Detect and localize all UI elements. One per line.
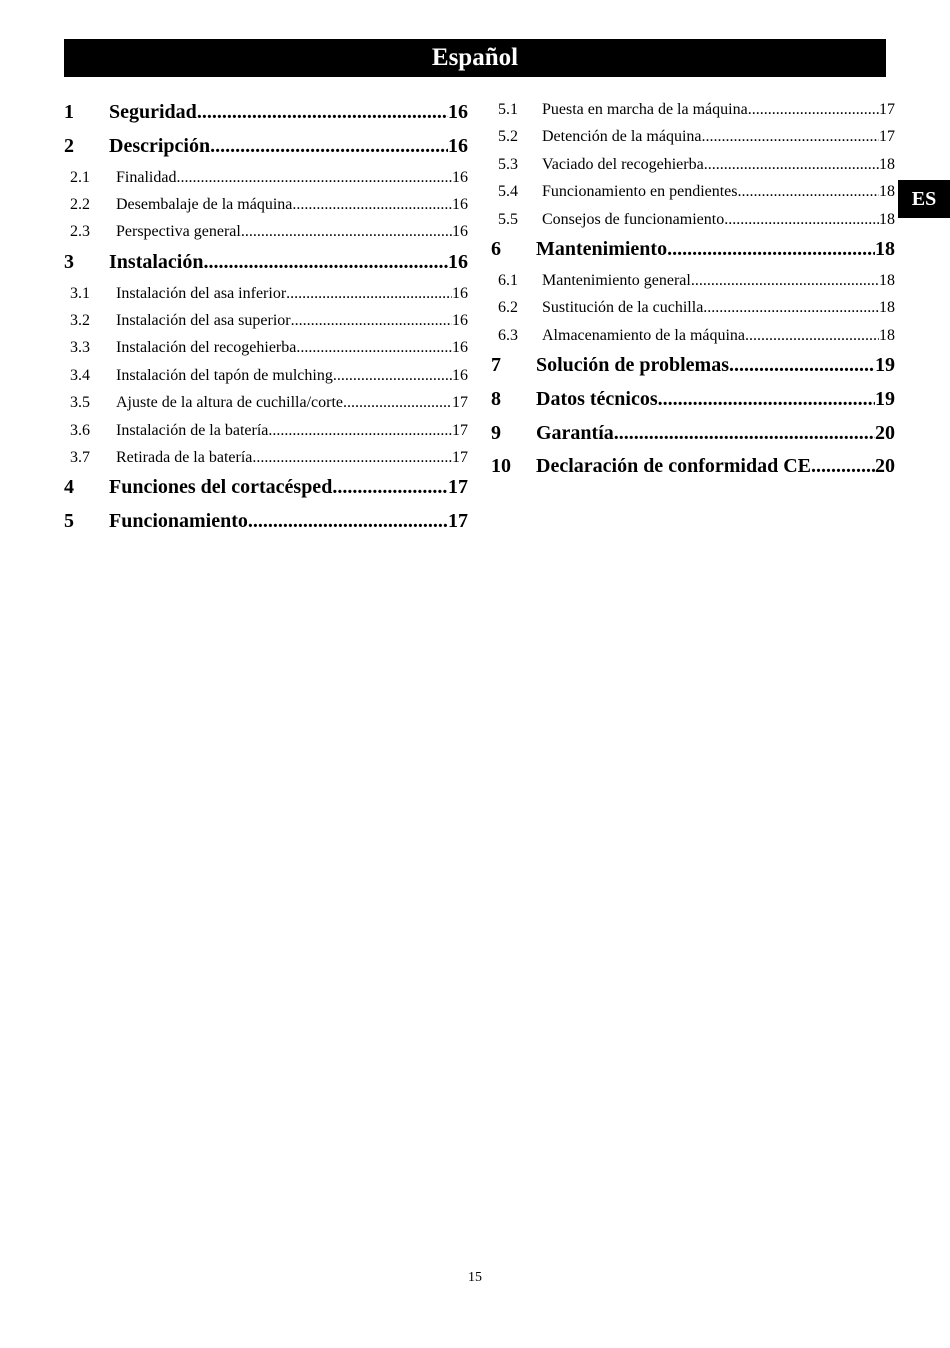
toc-entry-number: 2.2 — [70, 195, 90, 213]
toc-entry-page: 16 — [448, 101, 468, 123]
toc-dot-leader — [811, 450, 875, 484]
toc-entry-number: 2 — [64, 134, 74, 157]
toc-dot-leader — [333, 362, 452, 389]
toc-entry-number: 5.2 — [498, 128, 518, 146]
toc-entry-number: 6.3 — [498, 326, 518, 344]
toc-entry-page: 16 — [452, 311, 468, 329]
toc-entry-title: Instalación de la batería — [116, 421, 269, 439]
toc-dot-leader — [252, 444, 452, 471]
toc-entry-title: Funcionamiento — [109, 510, 248, 533]
toc-entry-title: Consejos de funcionamiento — [542, 210, 725, 228]
toc-section-entry[interactable] — [64, 389, 468, 416]
toc-entry-number: 3.7 — [70, 448, 90, 466]
toc-dot-leader — [248, 505, 448, 539]
toc-entry-page: 16 — [452, 284, 468, 302]
toc-entry-page: 17 — [452, 394, 468, 412]
toc-entry-number: 3.6 — [70, 421, 90, 439]
toc-entry-title: Instalación del recogehierba — [116, 339, 297, 357]
toc-entry-title: Puesta en marcha de la máquina — [542, 101, 748, 118]
toc-entry-page: 18 — [879, 155, 895, 173]
toc-entry-number: 3.1 — [70, 284, 90, 302]
language-tab-label: ES — [911, 187, 937, 210]
toc-dot-leader — [729, 349, 875, 383]
toc-entry-title: Garantía — [536, 421, 614, 444]
toc-entry-page: 18 — [879, 326, 895, 344]
toc-section-entry[interactable] — [64, 362, 468, 389]
toc-entry-page: 18 — [879, 271, 895, 289]
toc-entry-title: Instalación del tapón de mulching — [116, 366, 333, 384]
toc-entry-page: 16 — [452, 168, 468, 186]
toc-entry-page: 16 — [452, 339, 468, 357]
toc-entry-title: Instalación del asa inferior — [116, 284, 287, 302]
toc-entry-number: 10 — [491, 455, 511, 478]
toc-dot-leader — [738, 178, 879, 205]
toc-chapter-entry[interactable] — [64, 130, 468, 164]
toc-dot-leader — [667, 233, 875, 267]
toc-section-entry[interactable] — [491, 96, 895, 123]
toc-entry-page: 17 — [879, 101, 895, 118]
toc-entry-page: 18 — [875, 237, 895, 260]
toc-entry-number: 5 — [64, 510, 74, 533]
toc-entry-title: Vaciado del recogehierba — [542, 155, 704, 173]
toc-section-entry[interactable] — [64, 444, 468, 471]
toc-entry-title: Mantenimiento general — [542, 271, 691, 289]
toc-dot-leader — [176, 164, 452, 191]
toc-section-entry[interactable] — [64, 417, 468, 444]
toc-chapter-entry[interactable] — [64, 96, 468, 130]
toc-chapter-entry[interactable] — [64, 246, 468, 280]
toc-entry-title: Seguridad — [109, 101, 197, 123]
toc-entry-page: 18 — [879, 299, 895, 317]
toc-entry-number: 5.3 — [498, 155, 518, 173]
toc-section-entry[interactable] — [491, 123, 895, 150]
toc-dot-leader — [292, 191, 452, 218]
toc-entry-page: 16 — [448, 250, 468, 273]
toc-entry-title: Sustitución de la cuchilla — [542, 299, 704, 317]
toc-section-entry[interactable] — [64, 218, 468, 245]
toc-dot-leader — [291, 307, 452, 334]
toc-entry-title: Descripción — [109, 134, 211, 157]
toc-right-column — [491, 96, 895, 484]
toc-dot-leader — [702, 123, 880, 150]
toc-section-entry[interactable] — [491, 178, 895, 205]
toc-entry-page: 20 — [875, 421, 895, 444]
toc-section-entry[interactable] — [64, 164, 468, 191]
toc-entry-page: 16 — [452, 195, 468, 213]
toc-section-entry[interactable] — [491, 267, 895, 294]
toc-entry-number: 2.1 — [70, 168, 90, 186]
toc-chapter-entry[interactable] — [491, 349, 895, 383]
toc-section-entry[interactable] — [491, 206, 895, 233]
toc-entry-number: 5.4 — [498, 183, 518, 201]
toc-entry-number: 6.2 — [498, 299, 518, 317]
toc-entry-number: 6.1 — [498, 271, 518, 289]
toc-dot-leader — [203, 246, 448, 280]
toc-entry-page: 17 — [448, 510, 468, 533]
toc-entry-number: 2.3 — [70, 223, 90, 241]
toc-chapter-entry[interactable] — [64, 471, 468, 505]
toc-entry-page: 19 — [875, 353, 895, 376]
page-number: 15 — [468, 1270, 482, 1285]
toc-entry-number: 3 — [64, 250, 74, 273]
toc-entry-number: 5.1 — [498, 101, 518, 118]
toc-dot-leader — [268, 417, 452, 444]
toc-entry-title: Detención de la máquina — [542, 128, 702, 146]
toc-entry-number: 8 — [491, 387, 501, 410]
toc-section-entry[interactable] — [64, 334, 468, 361]
toc-entry-page: 18 — [879, 210, 895, 228]
toc-dot-leader — [197, 96, 448, 130]
toc-entry-number: 9 — [491, 421, 501, 444]
toc-chapter-entry[interactable] — [491, 383, 895, 417]
toc-dot-leader — [703, 294, 879, 321]
language-tab — [898, 180, 950, 218]
toc-left-column — [64, 96, 468, 539]
toc-section-entry[interactable] — [491, 322, 895, 349]
toc-entry-title: Retirada de la batería — [116, 448, 253, 466]
toc-chapter-entry[interactable] — [491, 450, 895, 484]
toc-dot-leader — [343, 389, 452, 416]
toc-chapter-entry[interactable] — [491, 233, 895, 267]
toc-entry-title: Declaración de conformidad CE — [536, 455, 811, 478]
toc-dot-leader — [691, 267, 879, 294]
toc-chapter-entry[interactable] — [491, 417, 895, 451]
toc-entry-title: Solución de problemas — [536, 353, 729, 376]
toc-entry-number: 3.5 — [70, 394, 90, 412]
toc-entry-title: Almacenamiento de la máquina — [542, 326, 746, 344]
toc-dot-leader — [241, 218, 452, 245]
toc-dot-leader — [745, 322, 879, 349]
toc-dot-leader — [748, 96, 879, 123]
toc-entry-title: Finalidad — [116, 168, 177, 186]
toc-entry-page: 17 — [879, 128, 895, 146]
toc-entry-number: 1 — [64, 101, 74, 123]
toc-entry-number: 6 — [491, 237, 501, 260]
toc-entry-title: Perspectiva general — [116, 223, 241, 241]
toc-entry-page: 17 — [452, 421, 468, 439]
toc-entry-page: 16 — [448, 134, 468, 157]
toc-dot-leader — [658, 383, 875, 417]
toc-dot-leader — [210, 130, 448, 164]
toc-entry-number: 3.4 — [70, 366, 90, 384]
toc-section-entry[interactable] — [491, 151, 895, 178]
toc-entry-title: Mantenimiento — [536, 237, 668, 260]
toc-entry-number: 5.5 — [498, 210, 518, 228]
toc-entry-page: 16 — [452, 366, 468, 384]
toc-entry-title: Instalación del asa superior — [116, 311, 291, 329]
toc-entry-page: 17 — [452, 448, 468, 466]
toc-entry-title: Instalación — [109, 250, 204, 273]
toc-section-entry[interactable] — [64, 191, 468, 218]
toc-dot-leader — [332, 471, 448, 505]
toc-entry-title: Funciones del cortacésped — [109, 476, 333, 499]
toc-entry-page: 18 — [879, 183, 895, 201]
toc-chapter-entry[interactable] — [64, 505, 468, 539]
toc-section-entry[interactable] — [64, 307, 468, 334]
toc-entry-title: Desembalaje de la máquina — [116, 195, 293, 213]
toc-entry-number: 7 — [491, 353, 501, 376]
toc-entry-title: Datos técnicos — [536, 387, 658, 410]
toc-dot-leader — [286, 280, 452, 307]
toc-dot-leader — [296, 334, 452, 361]
toc-entry-title: Ajuste de la altura de cuchilla/corte — [116, 394, 344, 412]
toc-entry-number: 3.2 — [70, 311, 90, 329]
toc-entry-page: 17 — [448, 476, 468, 499]
page-title-bar — [64, 39, 886, 77]
toc-dot-leader — [724, 206, 879, 233]
toc-entry-number: 3.3 — [70, 339, 90, 357]
toc-entry-title: Funcionamiento en pendientes — [542, 183, 738, 201]
toc-dot-leader — [614, 417, 875, 451]
toc-entry-page: 16 — [452, 223, 468, 241]
toc-section-entry[interactable] — [64, 280, 468, 307]
page-title: Español — [431, 44, 519, 71]
toc-dot-leader — [704, 151, 879, 178]
toc-entry-page: 20 — [875, 455, 895, 478]
toc-entry-number: 4 — [64, 476, 74, 499]
toc-entry-page: 19 — [875, 387, 895, 410]
toc-section-entry[interactable] — [491, 294, 895, 321]
